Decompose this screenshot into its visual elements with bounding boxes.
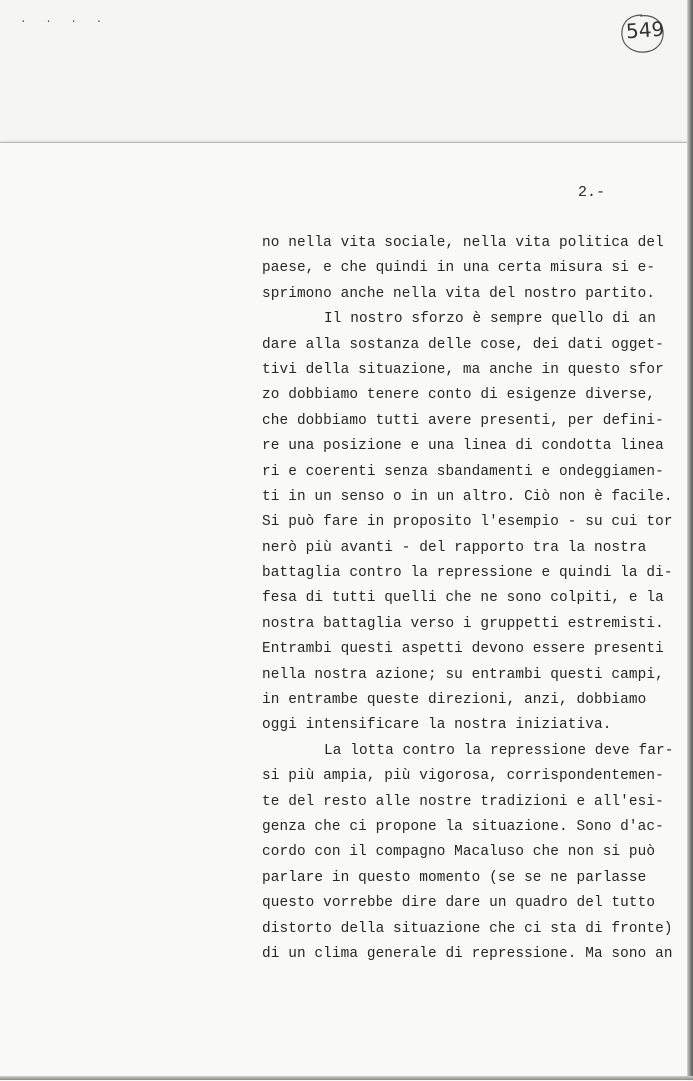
text-line: nella nostra azione; su entrambi questi campi,: [262, 666, 664, 683]
text-line: te del resto alle nostre tradizioni e all'esi-: [262, 793, 664, 810]
text-line: distorto della situazione che ci sta di fronte): [262, 920, 673, 937]
text-line: questo vorrebbe dire dare un quadro del tutto: [262, 895, 656, 912]
typed-text-block: [262, 231, 682, 967]
text-line: oggi intensificare la nostra iniziativa.: [262, 717, 612, 734]
text-line: battaglia contro la repressione e quindi la di-: [262, 565, 673, 582]
text-line: in entrambe queste direzioni, anzi, dobbiamo: [262, 692, 647, 709]
page-right-edge: [687, 0, 693, 1080]
text-line: che dobbiamo tutti avere presenti, per defini-: [262, 412, 664, 429]
text-line: nerò più avanti - del rapporto tra la nostra: [262, 539, 647, 556]
text-line: fesa di tutti quelli che ne sono colpiti, e la: [262, 590, 664, 607]
text-line: sprimono anche nella vita del nostro partito.: [262, 285, 656, 302]
text-line: La lotta contro la repressione deve far-: [324, 742, 674, 759]
text-line: paese, e che quindi in una certa misura si e-: [262, 260, 656, 277]
text-line: no nella vita sociale, nella vita politica del: [262, 235, 664, 251]
text-line: ri e coerenti senza sbandamenti e ondeggiamen-: [262, 463, 664, 480]
text-line: tivi della situazione, ma anche in questo sfor: [262, 361, 664, 378]
stamp-number: 549: [625, 16, 665, 44]
page-number: 2.-: [578, 184, 606, 201]
corner-marks: . . . .: [20, 14, 109, 26]
text-line: nostra battaglia verso i gruppetti estremisti.: [262, 615, 664, 632]
text-line: ti in un senso o in un altro. Ciò non è facile.: [262, 488, 673, 505]
page-bottom-edge: [0, 1076, 693, 1080]
text-line: dare alla sostanza delle cose, dei dati ogget-: [262, 336, 664, 353]
text-line: Entrambi questi aspetti devono essere presenti: [262, 641, 664, 658]
text-line: cordo con il compagno Macaluso che non si può: [262, 844, 656, 861]
text-line: genza che ci propone la situazione. Sono d'ac-: [262, 818, 664, 835]
text-line: di un clima generale di repressione. Ma sono an: [262, 945, 673, 962]
text-line: Si può fare in proposito l'esempio - su cui tor: [262, 514, 673, 531]
text-line: si più ampia, più vigorosa, corrispondentemen-: [262, 768, 664, 785]
text-line: re una posizione e una linea di condotta linea: [262, 438, 664, 455]
text-line: zo dobbiamo tenere conto di esigenze diverse,: [262, 387, 656, 404]
text-line: parlare in questo momento (se se ne parlasse: [262, 869, 647, 886]
text-line: Il nostro sforzo è sempre quello di an: [324, 311, 656, 328]
